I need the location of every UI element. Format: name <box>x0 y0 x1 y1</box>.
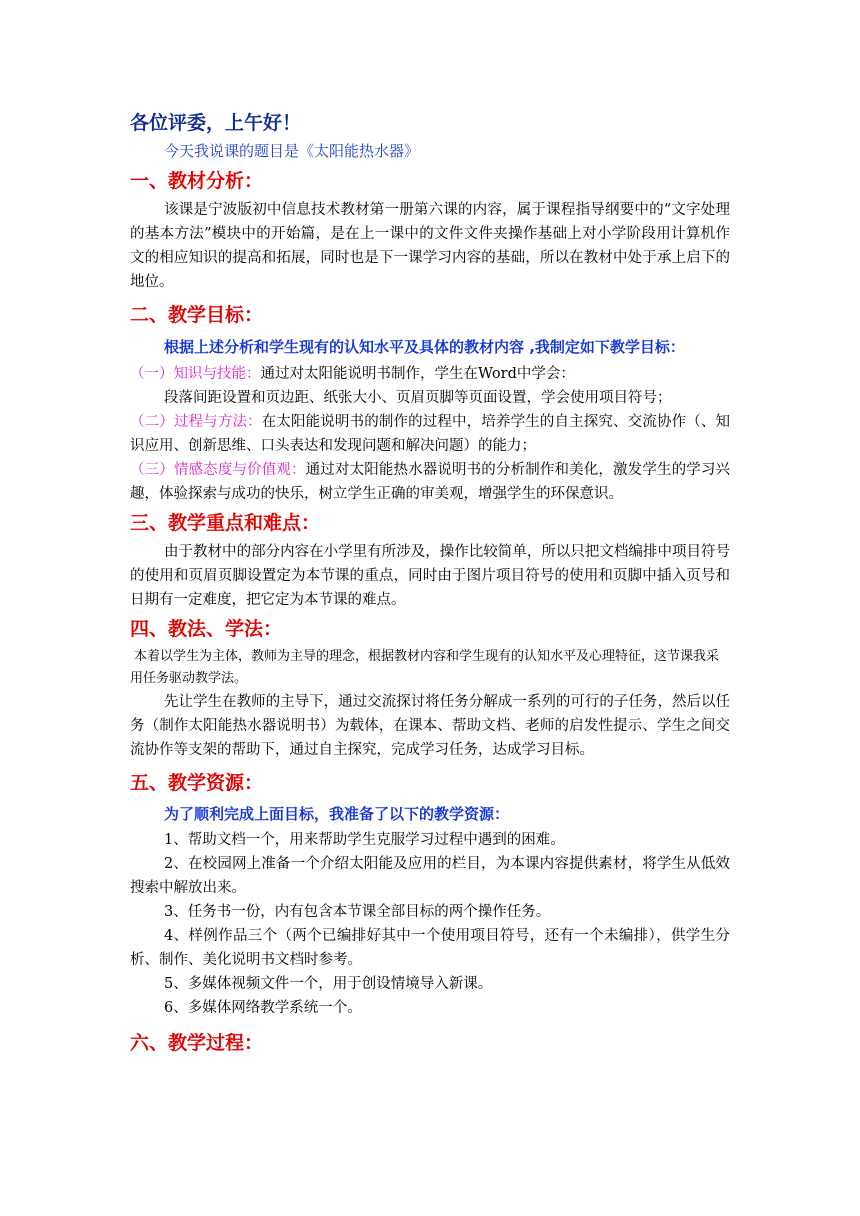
goal-process <box>130 410 730 458</box>
section-heading-resources: 五、教学资源： <box>130 772 264 794</box>
goal-knowledge-label: （一）知识与技能： <box>130 366 261 382</box>
section-heading-keypoints: 三、教学重点和难点： <box>130 512 321 534</box>
section-heading-methods: 四、教法、学法： <box>130 618 283 640</box>
resource-item: 6、多媒体网络教学系统一个。 <box>164 1000 362 1016</box>
goal-knowledge-text: 通过对太阳能说明书制作，学生在Word中学会： <box>260 366 575 382</box>
intro-prefix: 今天我说课的题目是 <box>164 142 300 160</box>
goal-emotion-text: 通过对太阳能热水器说明书的分析制作和美化，激发学生的学习兴趣，体验探索与成功的快乐，树立学生正确的审美观，增强学生的环保意识。 <box>130 462 731 502</box>
goals-lead: 根据上述分析和学生现有的认知水平及具体的教材内容 ,我制定如下教学目标： <box>164 338 685 356</box>
intro-line <box>164 138 730 164</box>
greeting: 各位评委，上午好！ <box>130 112 302 134</box>
section-heading-goals: 二、教学目标： <box>130 304 264 326</box>
goal-emotion-label: （三）情感态度与价值观： <box>130 462 306 478</box>
resource-item: 1、帮助文档一个，用来帮助学生克服学习过程中遇到的困难。 <box>164 832 565 848</box>
resource-item: 5、多媒体视频文件一个，用于创设情境导入新课。 <box>164 976 493 992</box>
section-heading-material: 一、教材分析： <box>130 170 264 192</box>
document-page <box>130 108 730 1060</box>
goal-knowledge <box>130 362 730 386</box>
resource-item: 2、在校园网上准备一个介绍太阳能及应用的栏目，为本课内容提供素材，将学生从低效搜索中解放出来。 <box>130 856 730 896</box>
goal-process-text: 在太阳能说明书的制作的过程中，培养学生的自主探究、交流协作（、知识应用、创新思维、口头表达和发现问题和解决问题）的能力； <box>130 414 731 454</box>
resource-item: 3、任务书一份，内有包含本节课全部目标的两个操作任务。 <box>164 904 551 920</box>
goal-knowledge-detail: 段落间距设置和页边距、纸张大小、页眉页脚等页面设置，学会使用项目符号； <box>164 390 672 406</box>
goal-process-label: （二）过程与方法： <box>130 414 262 430</box>
methods-text-2: 先让学生在教师的主导下，通过交流探讨将任务分解成一系列的可行的子任务，然后以任务（制作太阳能热水器说明书）为载体，在课本、帮助文档、老师的启发性提示、学生之间交流协作等支架的帮助下，通过自主探究，完成学习任务，达成学习目标。 <box>130 694 730 758</box>
methods-text-1: 本着以学生为主体，教师为主导的理念，根据教材内容和学生现有的认知水平及心理特征，这节课我采用任务驱动教学法。 <box>130 649 720 686</box>
section-heading-process: 六、教学过程： <box>130 1032 264 1054</box>
keypoints-text: 由于教材中的部分内容在小学里有所涉及，操作比较简单，所以只把文档编排中项目符号的使用和页眉页脚设置定为本节课的重点，同时由于图片项目符号的使用和页脚中插入页号和日期有一定难度，把它定为本节课的难点。 <box>130 544 730 608</box>
material-analysis-text: 该课是宁波版初中信息技术教材第一册第六课的内容，属于课程指导纲要中的“文字处理的基本方法”模块中的开始篇，是在上一课中的文件文件夹操作基础上对小学阶段用计算机作文的相应知识的提高和拓展，同时也是下一课学习内容的基础，所以在教材中处于承上启下的地位。 <box>130 202 730 290</box>
goal-emotion <box>130 458 730 506</box>
lesson-title: 《太阳能热水器》 <box>299 142 420 160</box>
resource-item: 4、样例作品三个（两个已编排好其中一个使用项目符号，还有一个未编排），供学生分析、制作、美化说明书文档时参考。 <box>130 928 730 968</box>
resources-lead: 为了顺利完成上面目标，我准备了以下的教学资源： <box>164 805 510 823</box>
